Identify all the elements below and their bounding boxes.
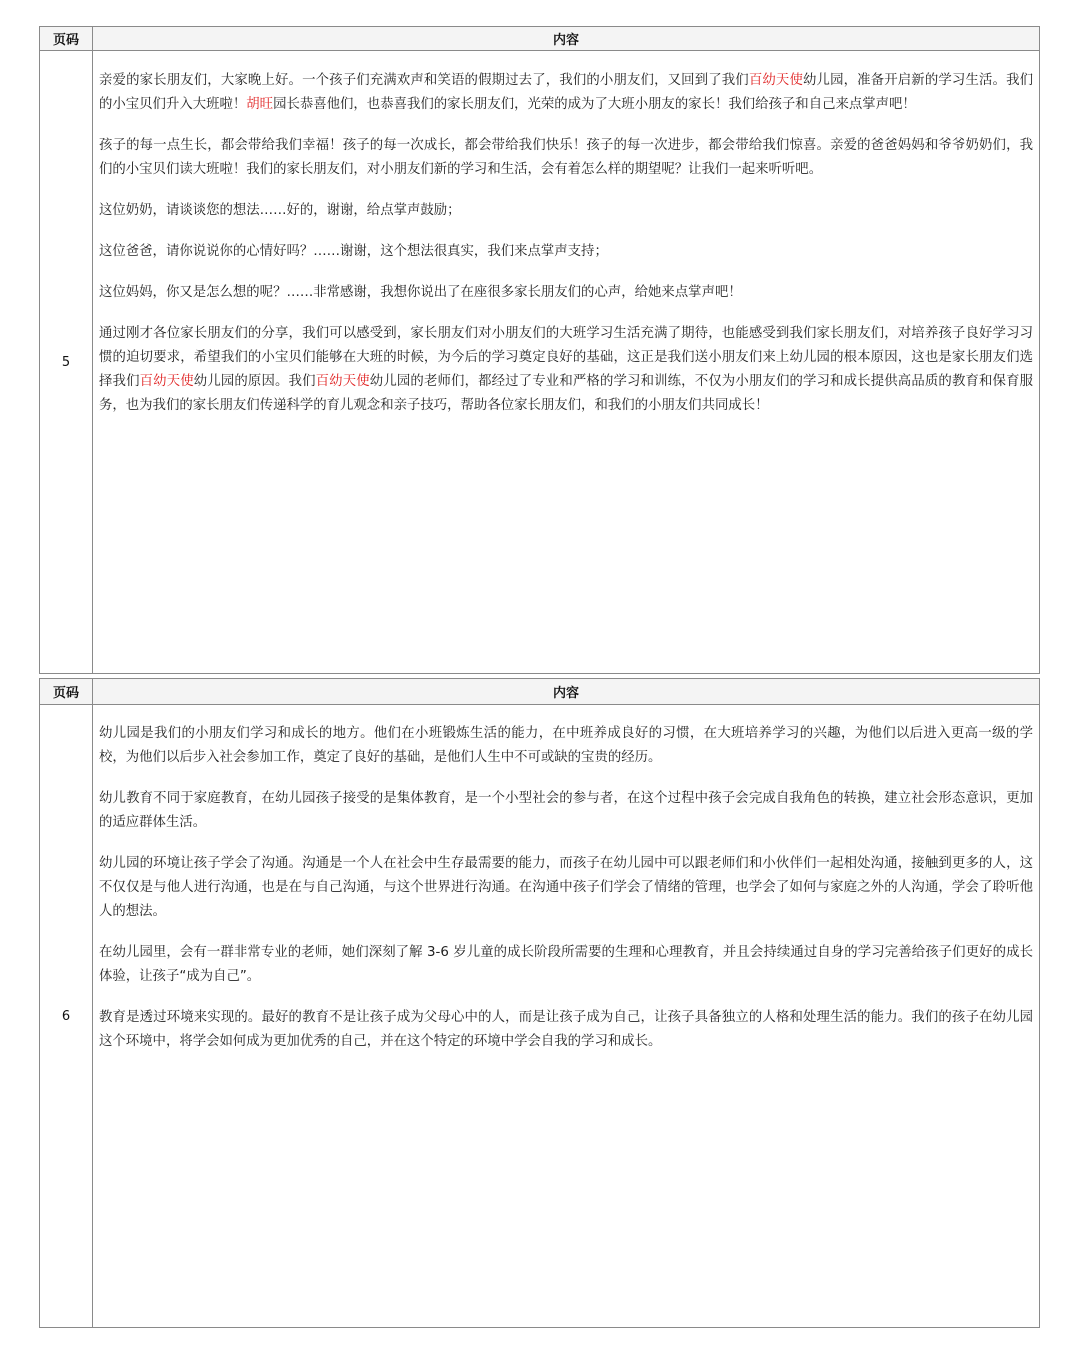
paragraph-text: 这位奶奶，请谈谈您的想法……好的，谢谢，给点掌声鼓励； [99,203,461,218]
paragraph-text: 孩子的每一点生长，都会带给我们幸福！孩子的每一次成长，都会带给我们快乐！孩子的每一次进步，都会带给我们惊喜。亲爱的爸爸妈妈和爷爷奶奶们，我们的小宝贝们读大班啦！我们的家长朋友们，对小朋友们新的学习和生活，会有着怎么样的期望呢？让我们一起来听听吧。 [99,138,1033,177]
script-table-page-5 [39,26,1040,674]
table-header [40,679,1039,705]
content-paragraph [99,69,1033,117]
paragraph-text: 这位爸爸，请你说说你的心情好吗？……谢谢，这个想法很真实，我们来点掌声支持； [99,244,608,259]
highlighted-text: 百幼天使 [315,374,370,389]
paragraph-text: 幼儿园的老师们，都经过了专业和严格的学习和训练，不仅为小朋友们的学习和成长提供高品质的教育和保育服务，也为我们的家长朋友们传递科学的育儿观念和亲子技巧，帮助各位家长朋友们，和我们的小朋友们共同成长！ [99,374,1034,413]
header-content-label: 内容 [552,686,579,701]
paragraph-text: 幼儿园，准备开启新的学习生活。我们的小宝贝们升入大班啦！ [99,73,1034,112]
paragraph-text: 这位妈妈，你又是怎么想的呢？……非常感谢，我想你说出了在座很多家长朋友们的心声，给她来点掌声吧！ [99,285,742,300]
content-paragraph [99,134,1033,182]
content-paragraph [99,281,1033,305]
content-paragraph [99,941,1033,989]
paragraph-text: 亲爱的家长朋友们，大家晚上好。一个孩子们充满欢声和笑语的假期过去了，我们的小朋友们，又回到了我们 [99,73,749,88]
script-table-page-6 [39,678,1040,1328]
paragraph-text: 幼儿教育不同于家庭教育，在幼儿园孩子接受的是集体教育，是一个小型社会的参与者，在这个过程中孩子会完成自我角色的转换，建立社会形态意识，更加的适应群体生活。 [99,791,1033,830]
paragraph-text: 幼儿园是我们的小朋友们学习和成长的地方。他们在小班锻炼生活的能力，在中班养成良好的习惯，在大班培养学习的兴趣，为他们以后进入更高一级的学校，为他们以后步入社会参加工作，奠定了良好的基础，是他们人生中不可或缺的宝贵的经历。 [99,726,1033,765]
header-page-label: 页码 [40,679,93,704]
paragraph-text: 通过刚才各位家长朋友们的分享，我们可以感受到，家长朋友们对小朋友们的大班学习生活充满了期待，也能感受到我们家长朋友们，对培养孩子良好学习习惯的迫切要求，希望我们的小宝贝们能够在大班的时候，为今后的学习奠定良好的基础，这正是我们送小朋友们来上幼儿园的根本原因，这也是家长朋友们选择我们 [99,326,1033,389]
content-body [99,69,1033,435]
highlighted-text: 百幼天使 [139,374,194,389]
paragraph-text: 幼儿园的环境让孩子学会了沟通。沟通是一个人在社会中生存最需要的能力，而孩子在幼儿园中可以跟老师们和小伙伴们一起相处沟通，接触到更多的人，这不仅仅是与他人进行沟通，也是在与自己沟通，与这个世界进行沟通。在沟通中孩子们学会了情绪的管理，也学会了如何与家庭之外的人沟通，学会了聆听他人的想法。 [99,856,1033,919]
content-paragraph [99,322,1033,418]
header-page-label: 页码 [40,27,93,50]
content-paragraph [99,722,1033,770]
highlighted-text: 胡旺 [246,97,274,112]
paragraph-text: 幼儿园的原因。我们 [193,374,316,389]
page-number: 5 [40,51,93,673]
page-number: 6 [40,705,93,1327]
paragraph-text: 在幼儿园里，会有一群非常专业的老师，她们深刻了解 3-6 岁儿童的成长阶段所需要的生理和心理教育，并且会持续通过自身的学习完善给孩子们更好的成长体验，让孩子“成为自己”。 [99,945,1033,984]
header-content-label: 内容 [552,33,579,48]
content-paragraph [99,240,1033,264]
highlighted-text: 百幼天使 [748,73,803,88]
content-paragraph [99,1006,1033,1054]
content-paragraph [99,199,1033,223]
content-paragraph [99,787,1033,835]
table-header [40,27,1039,51]
paragraph-text: 教育是透过环境来实现的。最好的教育不是让孩子成为父母心中的人，而是让孩子成为自己，让孩子具备独立的人格和处理生活的能力。我们的孩子在幼儿园这个环境中，将学会如何成为更加优秀的自己，并在这个特定的环境中学会自我的学习和成长。 [99,1010,1033,1049]
content-paragraph [99,852,1033,924]
content-body [99,722,1033,1071]
paragraph-text: 园长恭喜他们，也恭喜我们的家长朋友们，光荣的成为了大班小朋友的家长！我们给孩子和自己来点掌声吧！ [273,97,916,112]
